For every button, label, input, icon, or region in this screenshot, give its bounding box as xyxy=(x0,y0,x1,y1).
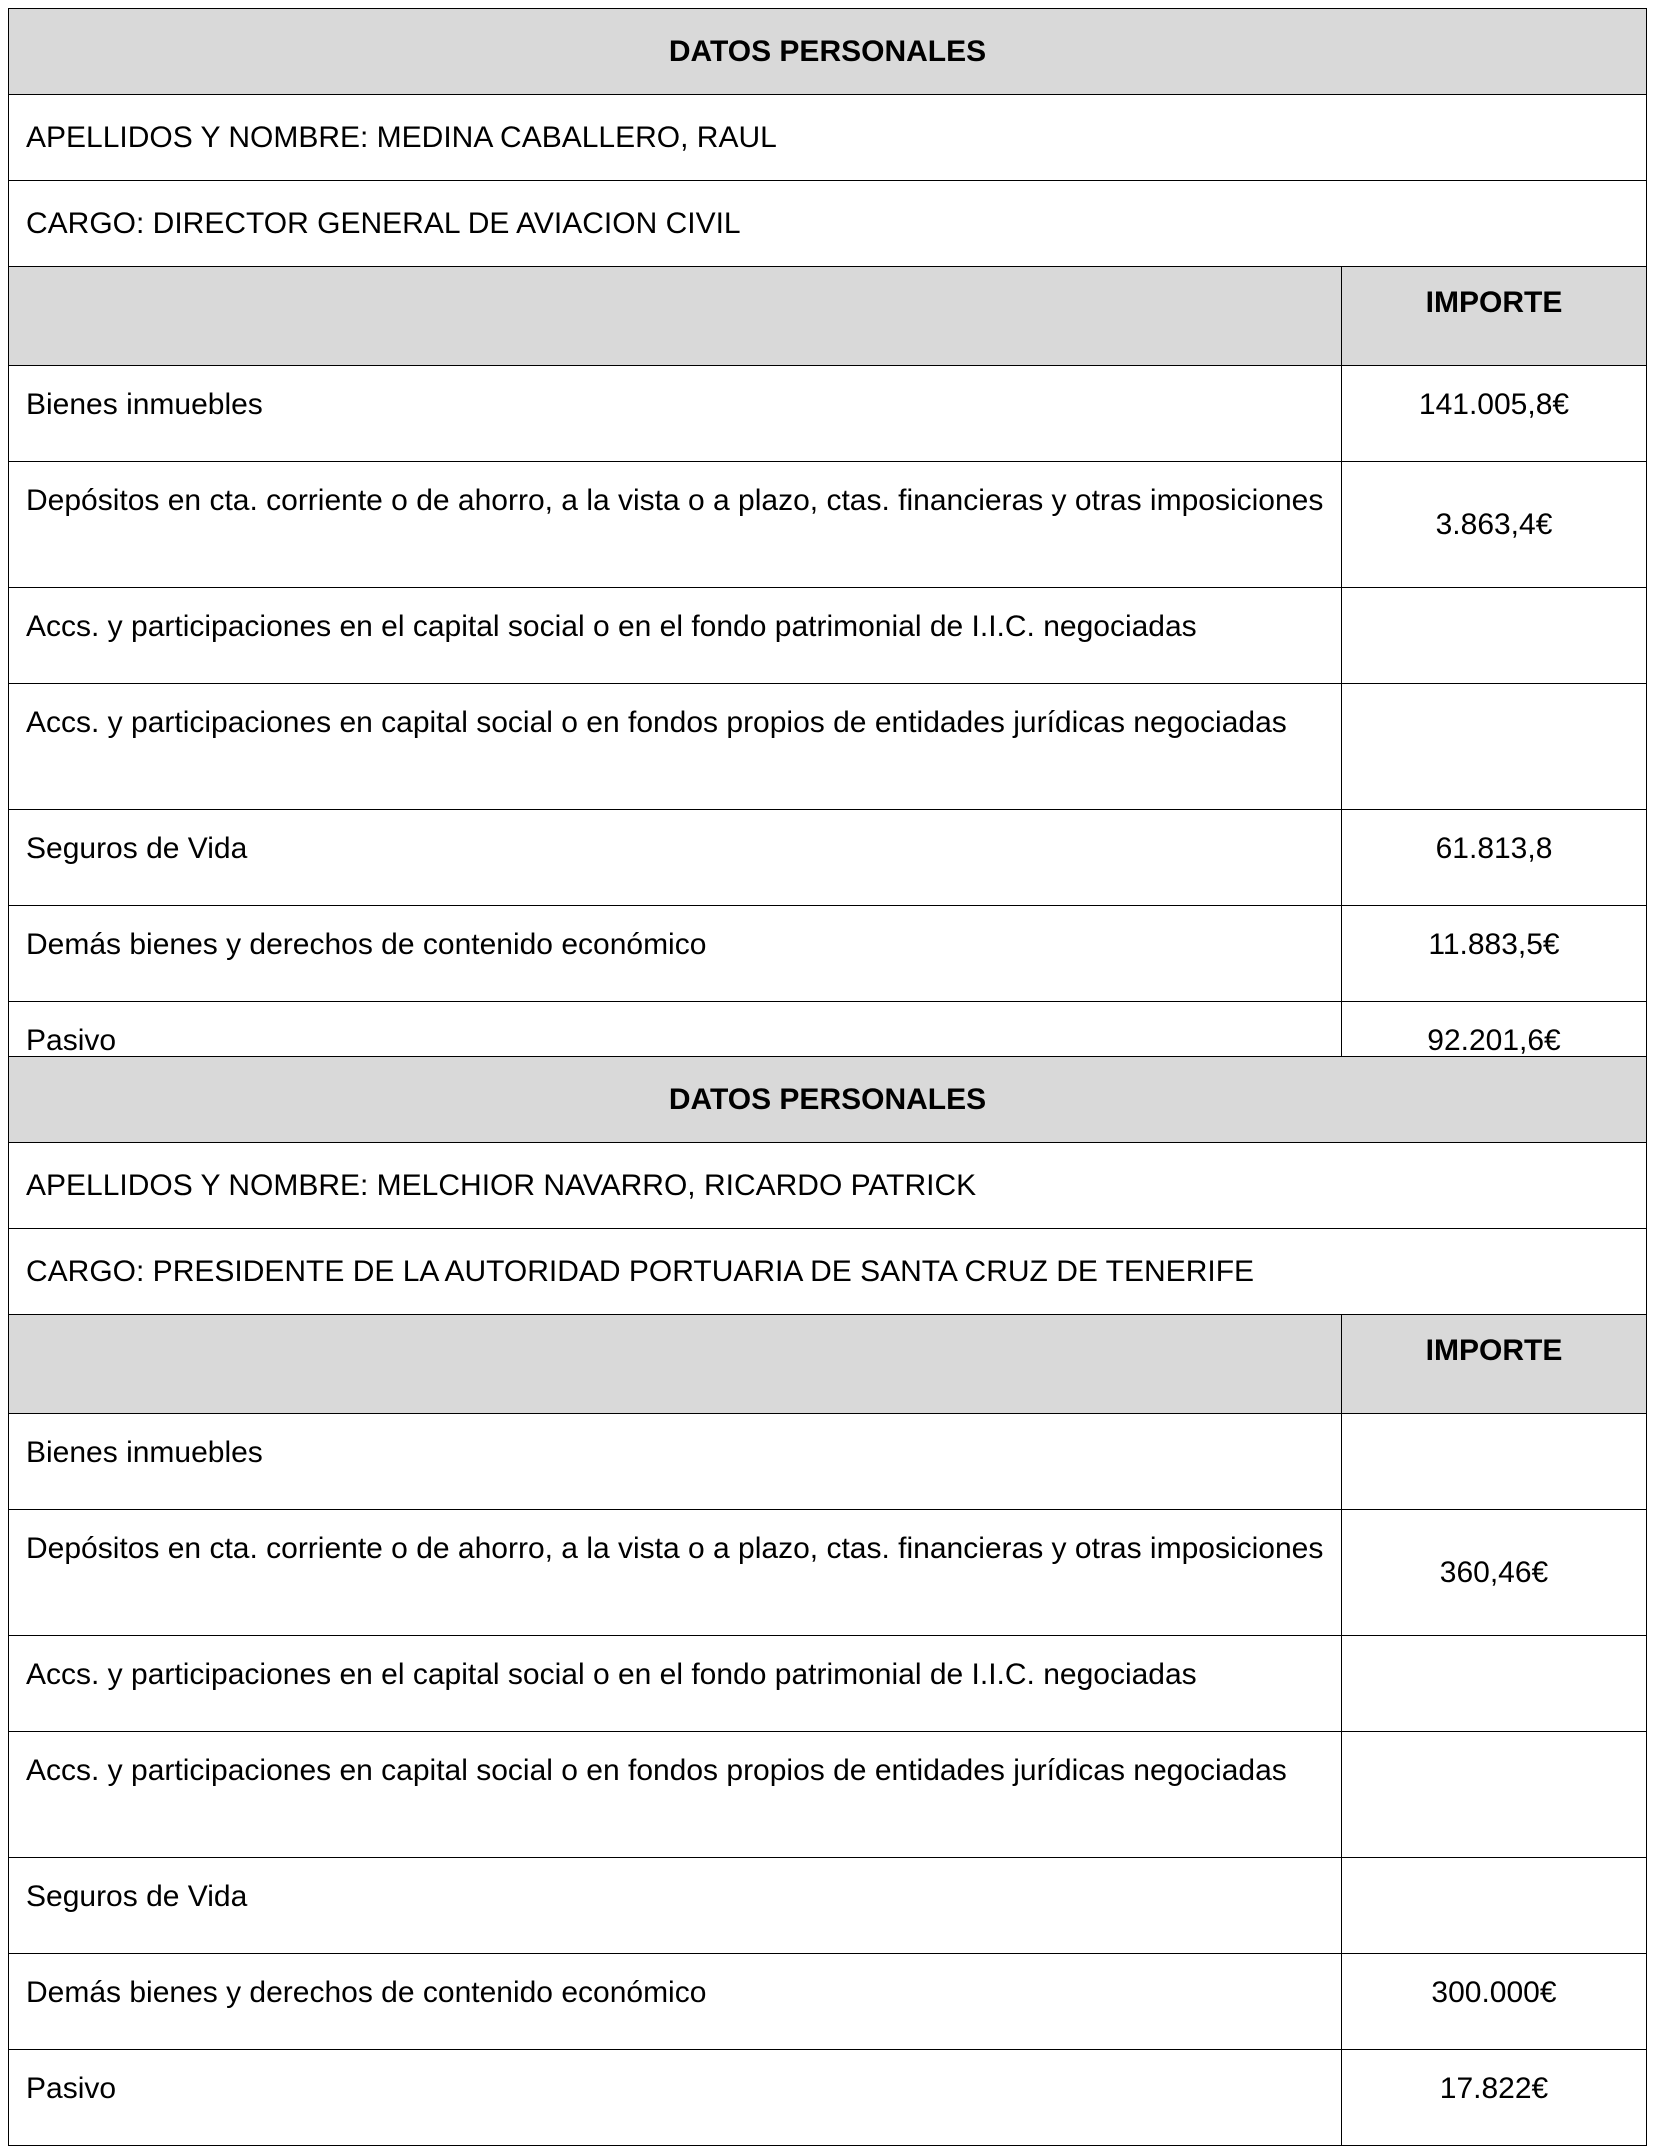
item-label: Seguros de Vida xyxy=(9,810,1342,906)
amount-column-header: IMPORTE xyxy=(1342,267,1647,366)
item-label: Accs. y participaciones en capital social o en fondos propios de entidades jurídicas negociadas xyxy=(9,684,1342,810)
item-label: Pasivo xyxy=(9,1002,1342,1098)
table-row xyxy=(9,684,1647,810)
position-line: CARGO: PRESIDENTE DE LA AUTORIDAD PORTUARIA DE SANTA CRUZ DE TENERIFE xyxy=(9,1229,1647,1315)
name-line: APELLIDOS Y NOMBRE: MELCHIOR NAVARRO, RICARDO PATRICK xyxy=(9,1143,1647,1229)
item-label: Accs. y participaciones en el capital social o en el fondo patrimonial de I.I.C. negociadas xyxy=(9,588,1342,684)
item-amount xyxy=(1342,588,1647,684)
table-row xyxy=(9,588,1647,684)
item-amount: 92.201,6€ xyxy=(1342,1002,1647,1098)
position-row xyxy=(9,181,1647,267)
item-label: Demás bienes y derechos de contenido económico xyxy=(9,1954,1342,2050)
table-row xyxy=(9,1636,1647,1732)
item-amount: 360,46€ xyxy=(1342,1510,1647,1636)
item-label: Depósitos en cta. corriente o de ahorro, a la vista o a plazo, ctas. financieras y otras imposiciones xyxy=(9,462,1342,588)
declaration-table-2 xyxy=(8,1056,1647,2146)
item-amount xyxy=(1342,1732,1647,1858)
position-line: CARGO: DIRECTOR GENERAL DE AVIACION CIVIL xyxy=(9,181,1647,267)
item-amount: 300.000€ xyxy=(1342,1954,1647,2050)
amount-column-header: IMPORTE xyxy=(1342,1315,1647,1414)
item-amount: 3.863,4€ xyxy=(1342,462,1647,588)
name-row xyxy=(9,1143,1647,1229)
item-label: Accs. y participaciones en capital social o en fondos propios de entidades jurídicas negociadas xyxy=(9,1732,1342,1858)
item-label: Demás bienes y derechos de contenido económico xyxy=(9,906,1342,1002)
item-amount: 11.883,5€ xyxy=(1342,906,1647,1002)
item-amount: 61.813,8 xyxy=(1342,810,1647,906)
item-label: Bienes inmuebles xyxy=(9,1414,1342,1510)
item-label: Bienes inmuebles xyxy=(9,366,1342,462)
table-row xyxy=(9,1858,1647,1954)
label-column-header xyxy=(9,1315,1342,1414)
table-row xyxy=(9,2050,1647,2146)
table-row xyxy=(9,462,1647,588)
column-header-row xyxy=(9,267,1647,366)
label-column-header xyxy=(9,267,1342,366)
item-label: Depósitos en cta. corriente o de ahorro, a la vista o a plazo, ctas. financieras y otras imposiciones xyxy=(9,1510,1342,1636)
item-label: Seguros de Vida xyxy=(9,1858,1342,1954)
table-row xyxy=(9,810,1647,906)
item-amount xyxy=(1342,1636,1647,1732)
item-amount: 17.822€ xyxy=(1342,2050,1647,2146)
section-header-row xyxy=(9,9,1647,95)
name-row xyxy=(9,95,1647,181)
item-label: Pasivo xyxy=(9,2050,1342,2146)
position-row xyxy=(9,1229,1647,1315)
name-line: APELLIDOS Y NOMBRE: MEDINA CABALLERO, RAUL xyxy=(9,95,1647,181)
column-header-row xyxy=(9,1315,1647,1414)
table-row xyxy=(9,1954,1647,2050)
table-row xyxy=(9,1414,1647,1510)
item-label: Accs. y participaciones en el capital social o en el fondo patrimonial de I.I.C. negociadas xyxy=(9,1636,1342,1732)
table-row xyxy=(9,906,1647,1002)
table-row xyxy=(9,1732,1647,1858)
section-header-row xyxy=(9,1057,1647,1143)
item-amount: 141.005,8€ xyxy=(1342,366,1647,462)
table-row xyxy=(9,366,1647,462)
declaration-table-1 xyxy=(8,8,1647,1098)
section-title: DATOS PERSONALES xyxy=(9,9,1647,95)
table-row xyxy=(9,1510,1647,1636)
section-title: DATOS PERSONALES xyxy=(9,1057,1647,1143)
item-amount xyxy=(1342,1858,1647,1954)
item-amount xyxy=(1342,684,1647,810)
item-amount xyxy=(1342,1414,1647,1510)
